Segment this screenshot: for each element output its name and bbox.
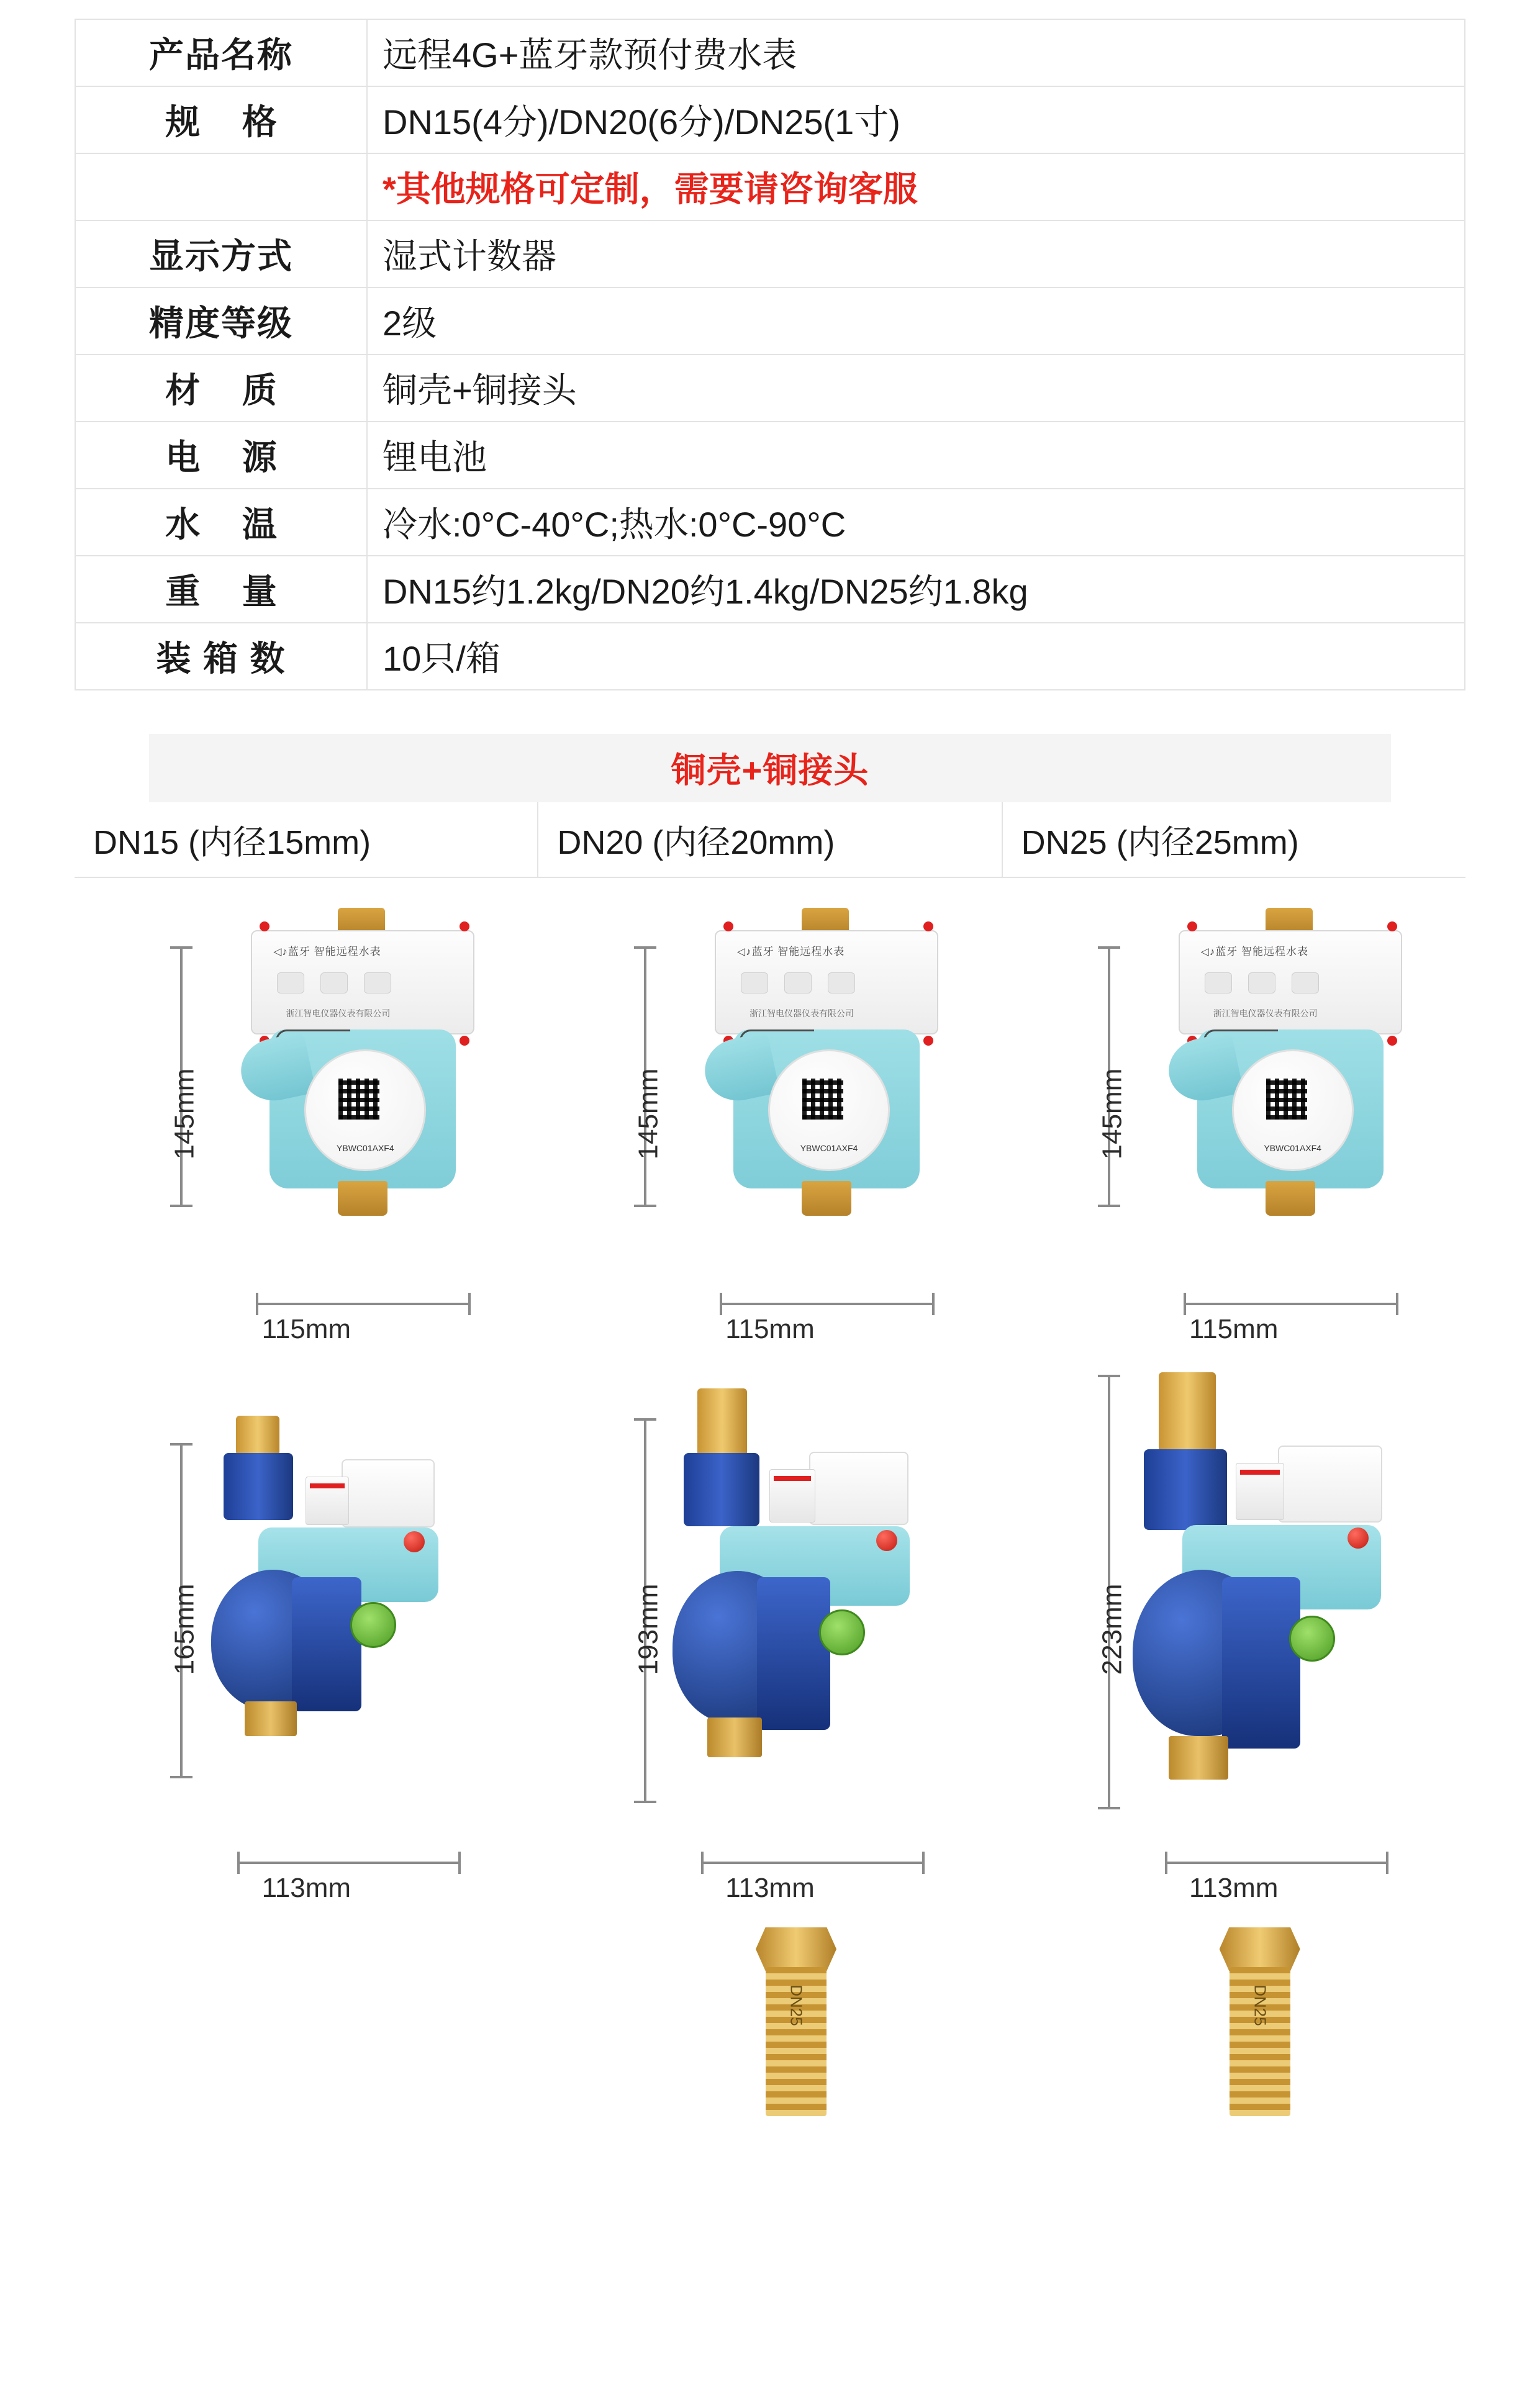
spec-label-empty bbox=[75, 153, 367, 220]
spec-value: DN15(4分)/DN20(6分)/DN25(1寸) bbox=[367, 86, 1465, 153]
hex-nut bbox=[756, 1927, 836, 1971]
product-label-tag bbox=[769, 1469, 815, 1523]
brass-bottom-nut bbox=[338, 1181, 387, 1216]
bluetooth-label: ◁♪蓝牙 智能远程水表 bbox=[273, 946, 381, 957]
signal-icon bbox=[1205, 972, 1232, 993]
spec-label: 精度等级 bbox=[75, 287, 367, 355]
brass-top-nut bbox=[802, 908, 849, 933]
feature-icon-row bbox=[741, 972, 855, 993]
blue-inlet-body bbox=[224, 1453, 293, 1520]
meter-dial bbox=[1232, 1049, 1354, 1171]
spec-label: 装 箱 数 bbox=[75, 623, 367, 690]
material-banner bbox=[149, 734, 1391, 802]
screw-dot-icon bbox=[1387, 1036, 1397, 1046]
control-module-housing bbox=[342, 1459, 435, 1527]
meter-width-label: 115mm bbox=[1189, 1314, 1279, 1344]
water-meter-image bbox=[216, 908, 508, 1256]
fitting-figure-empty bbox=[75, 1909, 538, 2145]
product-column-dn25 bbox=[1002, 878, 1465, 1350]
feature-icon-row bbox=[1205, 972, 1319, 993]
cloud-icon bbox=[784, 972, 812, 993]
meter-figure-row bbox=[75, 878, 1465, 1350]
green-seal-icon bbox=[1289, 1616, 1335, 1662]
brass-fitting-image bbox=[1207, 1927, 1319, 2132]
screw-dot-icon bbox=[460, 1036, 469, 1046]
screw-dot-icon bbox=[923, 921, 933, 931]
valve-width-label: 113mm bbox=[725, 1873, 815, 1903]
spec-value: 湿式计数器 bbox=[367, 220, 1465, 287]
meter-width-label: 115mm bbox=[725, 1314, 815, 1344]
table-row bbox=[75, 355, 1465, 422]
valve-figure bbox=[1002, 1350, 1465, 1909]
width-dimension-line bbox=[720, 1303, 935, 1305]
table-row bbox=[75, 287, 1465, 355]
valve-column-dn25 bbox=[1002, 1350, 1465, 1909]
spec-value: 2级 bbox=[367, 287, 1465, 355]
brass-outlet bbox=[1169, 1736, 1228, 1780]
dial-code-text: YBWC01AXF4 bbox=[1264, 1143, 1321, 1153]
control-module-housing bbox=[1278, 1446, 1382, 1523]
blue-inlet-body bbox=[684, 1453, 759, 1526]
brand-text: 浙江智电仪器仪表有限公司 bbox=[1213, 1008, 1318, 1018]
red-indicator-knob bbox=[1348, 1527, 1369, 1549]
column-header-dn15: DN15 (内径15mm) bbox=[75, 802, 538, 877]
signal-icon bbox=[277, 972, 304, 993]
meter-figure bbox=[538, 878, 1002, 1350]
table-row bbox=[75, 422, 1465, 489]
product-label-tag bbox=[306, 1477, 349, 1525]
blue-outlet-run bbox=[292, 1577, 361, 1711]
brass-top-nut bbox=[1266, 908, 1313, 933]
brass-fitting-image bbox=[743, 1927, 855, 2132]
screw-dot-icon bbox=[923, 1036, 933, 1046]
valve-height-label: 193mm bbox=[633, 1583, 664, 1675]
hex-nut bbox=[1220, 1927, 1300, 1971]
spec-label: 电 源 bbox=[75, 422, 367, 489]
water-meter-image bbox=[680, 908, 972, 1256]
spec-label: 重 量 bbox=[75, 556, 367, 623]
width-dimension-line bbox=[1165, 1862, 1388, 1864]
spec-value: 锂电池 bbox=[367, 422, 1465, 489]
valve-column-dn15 bbox=[75, 1350, 538, 1909]
table-row bbox=[75, 556, 1465, 623]
table-row bbox=[75, 623, 1465, 690]
meter-dial bbox=[768, 1049, 890, 1171]
brass-outlet bbox=[707, 1717, 762, 1757]
dial-code-text: YBWC01AXF4 bbox=[800, 1143, 858, 1153]
meter-top-housing bbox=[715, 930, 938, 1034]
spec-value: DN15约1.2kg/DN20约1.4kg/DN25约1.8kg bbox=[367, 556, 1465, 623]
table-row bbox=[75, 220, 1465, 287]
spec-label: 水 温 bbox=[75, 489, 367, 556]
dial-code-text: YBWC01AXF4 bbox=[337, 1143, 394, 1153]
spec-label: 材 质 bbox=[75, 355, 367, 422]
fitting-column-dn25 bbox=[1002, 1909, 1465, 2145]
green-seal-icon bbox=[819, 1609, 865, 1655]
product-column-dn20 bbox=[538, 878, 1002, 1350]
spec-value: 冷水:0°C-40°C;热水:0°C-90°C bbox=[367, 489, 1465, 556]
valve-assembly-image bbox=[199, 1372, 522, 1844]
meter-figure bbox=[75, 878, 538, 1350]
fitting-column-dn15 bbox=[75, 1909, 538, 2145]
screw-dot-icon bbox=[723, 921, 733, 931]
valve-assembly-image bbox=[663, 1372, 985, 1844]
width-dimension-line bbox=[256, 1303, 471, 1305]
signal-icon bbox=[741, 972, 768, 993]
table-row bbox=[75, 19, 1465, 86]
spec-label: 规 格 bbox=[75, 86, 367, 153]
screw-dot-icon bbox=[1387, 921, 1397, 931]
red-indicator-knob bbox=[876, 1530, 897, 1551]
valve-width-label: 113mm bbox=[1189, 1873, 1279, 1903]
spec-value: 铜壳+铜接头 bbox=[367, 355, 1465, 422]
fitting-figure bbox=[1002, 1909, 1465, 2145]
column-header-dn25: DN25 (内径25mm) bbox=[1021, 823, 1299, 861]
meter-height-label: 145mm bbox=[169, 1068, 200, 1160]
thread-size-label: DN25 bbox=[1251, 1984, 1270, 2026]
spec-table-container bbox=[75, 19, 1465, 690]
feature-icon-row bbox=[277, 972, 391, 993]
material-banner-text: 铜壳+铜接头 bbox=[671, 751, 869, 790]
cloud-icon bbox=[320, 972, 348, 993]
cloud-icon bbox=[1248, 972, 1275, 993]
green-seal-icon bbox=[350, 1602, 396, 1648]
spec-note-value: *其他规格可定制，需要请咨询客服 bbox=[367, 153, 1465, 220]
product-column-dn15 bbox=[75, 878, 538, 1350]
brass-top-nut bbox=[338, 908, 385, 933]
width-dimension-line bbox=[701, 1862, 925, 1864]
valve-width-label: 113mm bbox=[261, 1873, 351, 1903]
table-row bbox=[75, 153, 1465, 220]
valve-height-label: 165mm bbox=[169, 1583, 200, 1675]
valve-height-label: 223mm bbox=[1097, 1583, 1128, 1675]
brass-bottom-nut bbox=[1266, 1181, 1315, 1216]
meter-dial bbox=[304, 1049, 426, 1171]
thread-size-label: DN25 bbox=[787, 1984, 806, 2026]
brand-text: 浙江智电仪器仪表有限公司 bbox=[750, 1008, 854, 1018]
table-row bbox=[75, 86, 1465, 153]
qr-code-icon bbox=[338, 1079, 379, 1120]
control-module-housing bbox=[809, 1452, 908, 1525]
brand-text: 浙江智电仪器仪表有限公司 bbox=[286, 1008, 391, 1018]
brass-inlet bbox=[1159, 1372, 1216, 1453]
blue-outlet-run bbox=[757, 1577, 830, 1730]
bluetooth-label: ◁♪蓝牙 智能远程水表 bbox=[1200, 946, 1308, 957]
brass-inlet bbox=[697, 1388, 747, 1457]
brass-outlet bbox=[245, 1701, 297, 1736]
fitting-figure-row bbox=[75, 1909, 1465, 2145]
battery-icon bbox=[828, 972, 855, 993]
spec-value: 10只/箱 bbox=[367, 623, 1465, 690]
blue-outlet-run bbox=[1222, 1577, 1300, 1749]
screw-dot-icon bbox=[1187, 921, 1197, 931]
meter-height-label: 145mm bbox=[1097, 1068, 1128, 1160]
battery-icon bbox=[1292, 972, 1319, 993]
width-dimension-line bbox=[1184, 1303, 1398, 1305]
fitting-figure bbox=[538, 1909, 1002, 2145]
spec-value: 远程4G+蓝牙款预付费水表 bbox=[367, 19, 1465, 86]
spec-label: 显示方式 bbox=[75, 220, 367, 287]
meter-figure bbox=[1002, 878, 1465, 1350]
width-dimension-line bbox=[237, 1862, 461, 1864]
brass-bottom-nut bbox=[802, 1181, 851, 1216]
product-label-tag bbox=[1236, 1463, 1284, 1520]
column-header-dn20: DN20 (内径20mm) bbox=[538, 802, 1002, 877]
meter-height-label: 145mm bbox=[633, 1068, 664, 1160]
valve-figure bbox=[538, 1350, 1002, 1909]
size-column-headers bbox=[75, 802, 1465, 878]
bluetooth-label: ◁♪蓝牙 智能远程水表 bbox=[737, 946, 845, 957]
valve-column-dn20 bbox=[538, 1350, 1002, 1909]
battery-icon bbox=[364, 972, 391, 993]
product-spec-table bbox=[75, 19, 1465, 690]
meter-width-label: 115mm bbox=[261, 1314, 351, 1344]
spec-label: 产品名称 bbox=[75, 19, 367, 86]
valve-figure bbox=[75, 1350, 538, 1909]
valve-assembly-image bbox=[1126, 1372, 1449, 1844]
valve-figure-row bbox=[75, 1350, 1465, 1909]
meter-top-housing bbox=[1179, 930, 1402, 1034]
fitting-column-dn20 bbox=[538, 1909, 1002, 2145]
water-meter-image bbox=[1144, 908, 1436, 1256]
qr-code-icon bbox=[802, 1079, 843, 1120]
blue-inlet-body bbox=[1144, 1449, 1227, 1530]
meter-top-housing bbox=[251, 930, 474, 1034]
table-row bbox=[75, 489, 1465, 556]
qr-code-icon bbox=[1266, 1079, 1307, 1120]
brass-inlet bbox=[236, 1416, 279, 1455]
